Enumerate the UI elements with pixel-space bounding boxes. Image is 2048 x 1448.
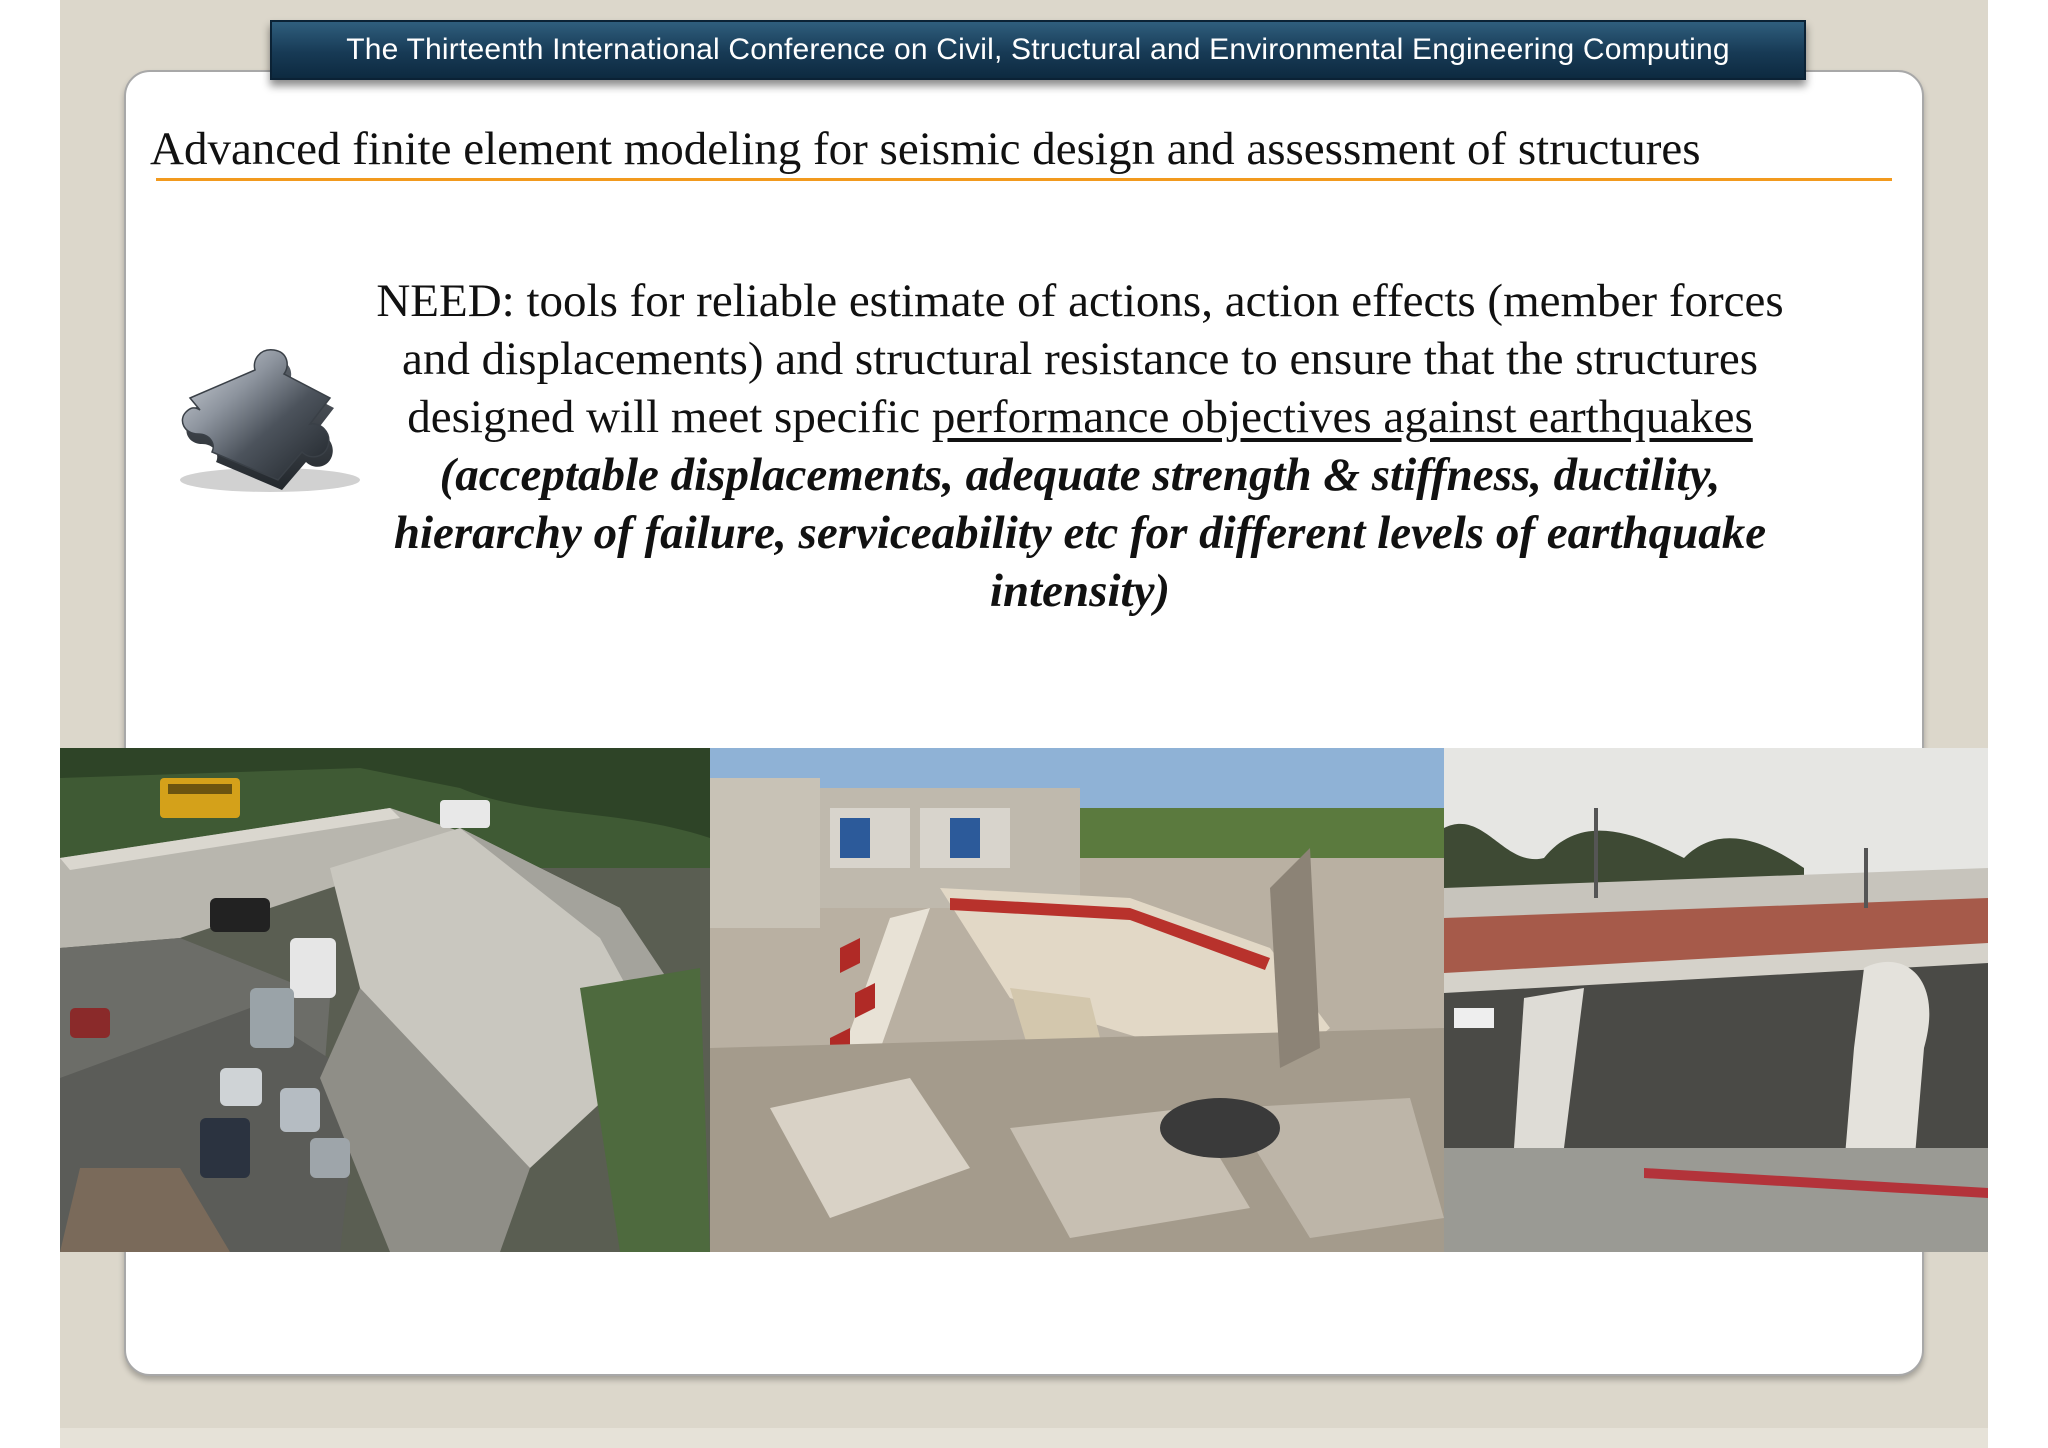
overpass-collapse-photo — [1444, 748, 1988, 1252]
performance-objectives-text: performance objectives against earthquakes — [931, 391, 1753, 443]
conference-banner-text: The Thirteenth International Conference on Civil, Structural and Environmental Engineering Computing — [346, 33, 1730, 66]
need-statement — [340, 272, 1820, 620]
puzzle-piece-icon — [160, 340, 370, 500]
bridge-collapse-photo — [60, 748, 710, 1252]
building-rubble-photo — [710, 748, 1444, 1252]
need-text: NEED: tools for reliable estimate of actions, action effects (member forces and displacements) and structural resistance to ensure that the structures designed will meet specific — [376, 275, 1784, 443]
title-underline-rule — [156, 178, 1892, 181]
slide-title: Advanced finite element modeling for seismic design and assessment of structures — [150, 123, 1701, 175]
page-margin — [0, 0, 60, 1448]
need-criteria-text: (acceptable displacements, adequate strength & stiffness, ductility, hierarchy of failure, serviceability etc for different levels of earthquake intensity) — [393, 449, 1767, 617]
conference-banner — [270, 20, 1806, 80]
slide-footer-strip — [60, 1428, 1988, 1448]
